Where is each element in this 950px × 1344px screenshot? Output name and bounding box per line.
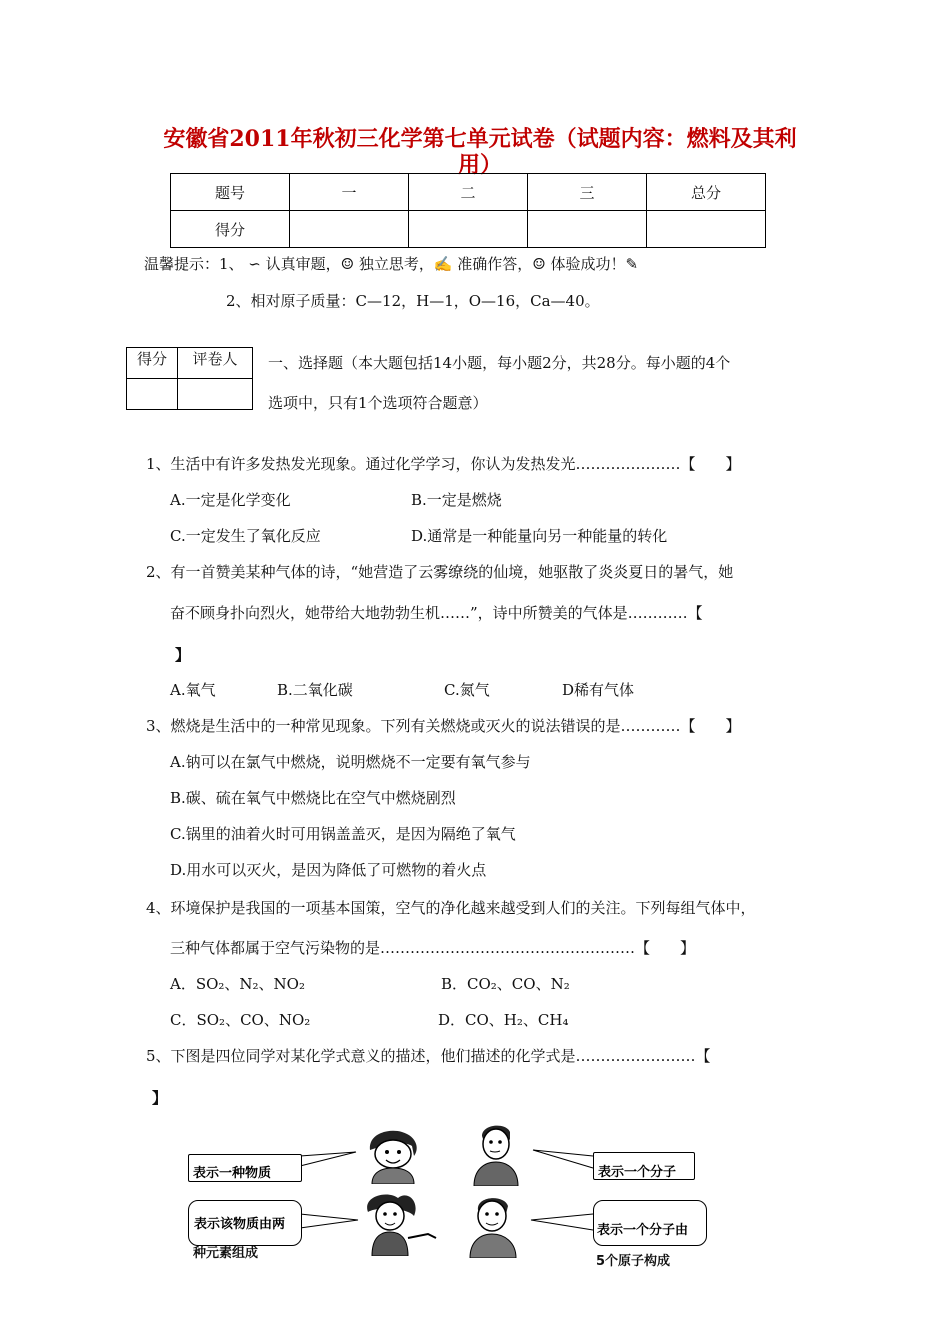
q1-option-a: A.一定是化学变化	[170, 491, 291, 509]
section-heading-line-1: 一、选择题（本大题包括14小题，每小题2分，共28分。每小题的4个	[268, 354, 731, 372]
student-boy-1-illustration	[362, 1128, 424, 1184]
q2-option-a: A.氧气	[170, 681, 216, 699]
tip-line-2: 2、相对原子质量：C—12，H—1，O—16，Ca—40。	[226, 292, 600, 310]
score-header-one: 一	[290, 174, 409, 211]
q5-bubble-3-text-line-2: 种元素组成	[193, 1246, 259, 1261]
q2-stem-line-1: 2、有一首赞美某种气体的诗，“她营造了云雾缭绕的仙境，她驱散了炎炎夏日的暑气，她	[146, 563, 734, 581]
q4-stem-line-1: 4、环境保护是我国的一项基本国策，空气的净化越来越受到人们的关注。下列每组气体中，	[146, 899, 756, 917]
q1-option-b: B.一定是燃烧	[411, 491, 502, 509]
q1-stem: 1、生活中有许多发热发光现象。通过化学学习，你认为发热发光…………………【 】	[146, 455, 741, 473]
q4-stem-line-2: 三种气体都属于空气污染物的是……………………………………………【 】	[170, 939, 696, 957]
q5-bubble-3-text-line-1: 表示该物质由两	[194, 1217, 286, 1232]
page-title: 安徽省2011年秋初三化学第七单元试卷（试题内容：燃料及其利用）	[163, 126, 797, 178]
q4-option-a: A．SO₂、N₂、NO₂	[170, 975, 305, 993]
q5-bubble-2	[593, 1152, 695, 1180]
score-header-number: 题号	[171, 174, 290, 211]
q2-option-d: D稀有气体	[562, 681, 635, 699]
score-header-two: 二	[409, 174, 528, 211]
q3-stem: 3、燃烧是生活中的一种常见现象。下列有关燃烧或灭火的说法错误的是…………【 】	[146, 717, 741, 735]
q3-option-c: C.锅里的油着火时可用锅盖盖灭，是因为隔绝了氧气	[170, 825, 516, 843]
q5-bubble-4-text-line-1: 表示一个分子由	[597, 1223, 689, 1238]
q5-bubble-1-text: 表示一种物质	[193, 1166, 272, 1181]
q5-bubble-4	[593, 1200, 707, 1246]
grader-reviewer-label: 评卷人	[178, 348, 253, 379]
q4-option-d: D．CO、H₂、CH₄	[438, 1011, 569, 1029]
q3-option-d: D.用水可以灭火，是因为降低了可燃物的着火点	[170, 861, 487, 879]
q3-option-b: B.碳、硫在氧气中燃烧比在空气中燃烧剧烈	[170, 789, 456, 807]
student-boy-3-illustration	[464, 1194, 524, 1258]
q2-stem-line-2: 奋不顾身扑向烈火，她带给大地勃勃生机……”，诗中所赞美的气体是…………【	[170, 604, 703, 622]
q3-option-a: A.钠可以在氯气中燃烧，说明燃烧不一定要有氧气参与	[170, 753, 531, 771]
q4-option-c: C．SO₂、CO、NO₂	[170, 1011, 311, 1029]
score-row-label: 得分	[171, 211, 290, 248]
q1-option-c: C.一定发生了氧化反应	[170, 527, 321, 545]
q2-option-b: B.二氧化碳	[277, 681, 353, 699]
q5-bubble-1	[188, 1154, 302, 1182]
q5-bubble-4-text-line-2: 5个原子构成	[596, 1254, 671, 1269]
tip-line-1: 温馨提示：1、 ∽ 认真审题，☺ 独立思考，✍ 准确作答，☺ 体验成功！✎	[144, 255, 639, 273]
section-heading-line-2: 选项中，只有1个选项符合题意）	[268, 394, 488, 412]
q5-bubble-2-text: 表示一个分子	[598, 1165, 677, 1180]
score-header-total: 总分	[647, 174, 766, 211]
score-header-three: 三	[528, 174, 647, 211]
q2-stem-line-3: 】	[175, 646, 191, 664]
q2-option-c: C.氮气	[444, 681, 490, 699]
q5-stem-line-1: 5、下图是四位同学对某化学式意义的描述，他们描述的化学式是……………………【	[146, 1047, 711, 1065]
q1-option-d: D.通常是一种能量向另一种能量的转化	[411, 527, 668, 545]
q5-bubble-3	[188, 1200, 302, 1246]
student-boy-2-illustration	[470, 1122, 520, 1186]
q4-option-b: B．CO₂、CO、N₂	[441, 975, 570, 993]
grader-score-label: 得分	[127, 348, 178, 379]
q5-stem-line-2: 】	[152, 1089, 168, 1107]
student-girl-illustration	[358, 1192, 442, 1256]
